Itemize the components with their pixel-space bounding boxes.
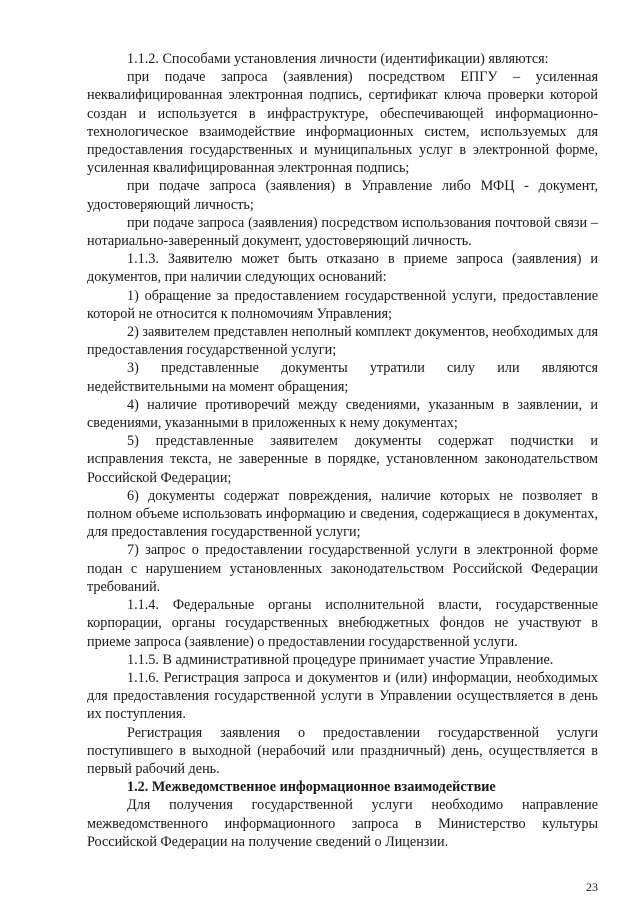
list-item-2: 2) заявителем представлен неполный комплект документов, необходимых для предоставления государственной услуги; <box>87 324 598 359</box>
paragraph-1-1-3: 1.1.3. Заявителю может быть отказано в приеме запроса (заявления) и документов, при наличии следующих оснований: <box>87 251 598 286</box>
paragraph-epgu: при подаче запроса (заявления) посредством ЕПГУ – усиленная неквалифицированная электронная подпись, сертификат ключа проверки которой создан и используется в инфраструктуре, обеспечивающей информационно-технологическое взаимодействие информационных систем, используемых для предоставления государственных и муниципальных услуг в электронной форме, усиленная квалифицированная электронная подпись; <box>87 69 598 177</box>
page-number: 23 <box>586 880 598 894</box>
document-body <box>87 50 598 851</box>
list-item-5: 5) представленные заявителем документы содержат подчистки и исправления текста, не заверенные в порядке, установленном законодательством Российской Федерации; <box>87 433 598 486</box>
list-item-4: 4) наличие противоречий между сведениями, указанным в заявлении, и сведениями, указанными в приложенных к нему документах; <box>87 396 598 432</box>
list-item-6: 6) документы содержат повреждения, наличие которых не позволяет в полном объеме использовать информацию и сведения, содержащиеся в документах, для предоставления государственной услуги; <box>87 487 598 541</box>
paragraph-postal: при подаче запроса (заявления) посредством использования почтовой связи – нотариально-заверенный документ, удостоверяющий личность. <box>87 214 598 250</box>
paragraph-final: Для получения государственной услуги необходимо направление межведомственного информационного запроса в Министерство культуры Российской Федерации на получение сведений о Лицензии. <box>87 797 598 850</box>
paragraph-1-1-6: 1.1.6. Регистрация запроса и документов и (или) информации, необходимых для предоставления государственной услуги в Управлении осуществляется в день их поступления. <box>87 669 598 723</box>
section-heading: 1.2. Межведомственное информационное взаимодействие <box>127 779 496 796</box>
paragraph-1-1-2: 1.1.2. Способами установления личности (идентификации) являются: <box>127 51 549 67</box>
paragraph-registration: Регистрация заявления о предоставлении государственной услуги поступившего в выходной (нерабочий или праздничный) день, осуществляется в первый рабочий день. <box>87 724 598 777</box>
list-item-3: 3) представленные документы утратили силу или являются недействительными на момент обращения; <box>87 360 598 395</box>
list-item-1: 1) обращение за предоставлением государственной услуги, предоставление которой не относится к полномочиям Управления; <box>87 287 598 322</box>
paragraph-1-1-5: 1.1.5. В административной процедуре принимает участие Управление. <box>127 651 554 668</box>
paragraph-1-1-4: 1.1.4. Федеральные органы исполнительной власти, государственные корпорации, органы государственных внебюджетных фондов не участвуют в приеме запроса (заявление) о предоставлении государственной услуги. <box>87 597 598 650</box>
paragraph-mfc: при подаче запроса (заявления) в Управление либо МФЦ - документ, удостоверяющий личность; <box>87 178 598 213</box>
list-item-7: 7) запрос о предоставлении государственной услуги в электронной форме подан с нарушением установленных законодательством Российской Федерации требований. <box>87 542 598 595</box>
